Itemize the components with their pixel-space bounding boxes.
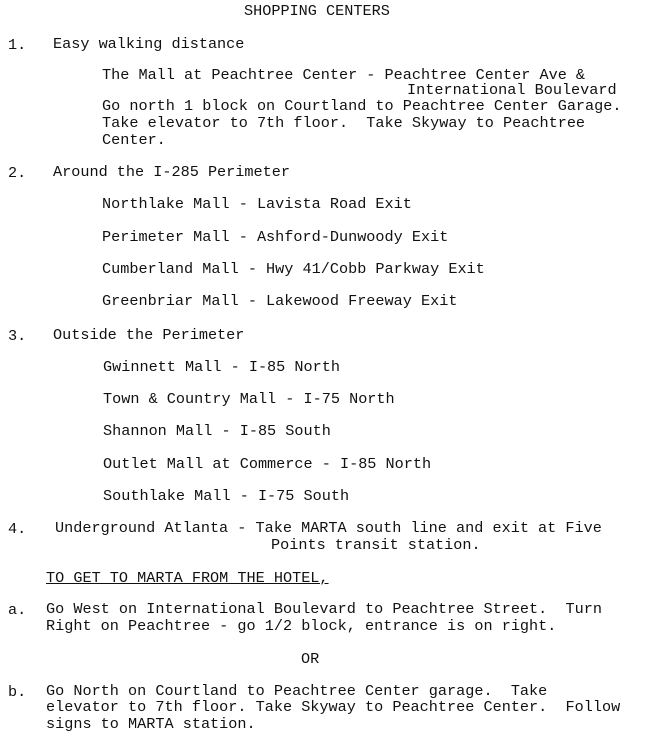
mall-list-item: Greenbriar Mall - Lakewood Freeway Exit — [102, 292, 458, 310]
peachtree-directions-line1: Go north 1 block on Courtland to Peachtree Center Garage. — [102, 97, 622, 115]
underground-atlanta-line2: Points transit station. — [271, 536, 481, 554]
option-b-line2: elevator to 7th floor. Take Skyway to Peachtree Center. Follow — [46, 698, 621, 716]
peachtree-directions-line3: Center. — [102, 131, 166, 149]
or-separator: OR — [301, 650, 320, 668]
option-b-line3: signs to MARTA station. — [46, 715, 256, 733]
section-1-number: 1. — [8, 36, 27, 54]
option-a-line1: Go West on International Boulevard to Peachtree Street. Turn — [46, 600, 602, 618]
peachtree-directions-line2: Take elevator to 7th floor. Take Skyway to Peachtree — [102, 114, 586, 132]
marta-heading: TO GET TO MARTA FROM THE HOTEL, — [46, 569, 329, 587]
mall-list-item: Gwinnett Mall - I-85 North — [103, 358, 340, 376]
underground-atlanta-line1: Underground Atlanta - Take MARTA south line and exit at Five — [55, 519, 602, 537]
mall-list-item: Shannon Mall - I-85 South — [103, 422, 331, 440]
option-b-letter: b. — [8, 683, 27, 701]
page-title: SHOPPING CENTERS — [244, 2, 390, 20]
section-1-heading: Easy walking distance — [53, 35, 245, 53]
option-a-letter: a. — [8, 601, 27, 619]
mall-list-item: Southlake Mall - I-75 South — [103, 487, 350, 505]
section-2-heading: Around the I-285 Perimeter — [53, 163, 290, 181]
mall-list-item: Town & Country Mall - I-75 North — [103, 390, 395, 408]
mall-list-item: Outlet Mall at Commerce - I-85 North — [103, 455, 432, 473]
mall-entry-peachtree-line2: International Boulevard — [407, 81, 617, 99]
section-4-number: 4. — [8, 520, 27, 538]
mall-list-item: Perimeter Mall - Ashford-Dunwoody Exit — [102, 228, 449, 246]
section-3-number: 3. — [8, 327, 27, 345]
mall-entry-peachtree-line1: The Mall at Peachtree Center - Peachtree Center Ave & — [102, 66, 586, 84]
mall-list-item: Cumberland Mall - Hwy 41/Cobb Parkway Exit — [102, 260, 485, 278]
option-a-line2: Right on Peachtree - go 1/2 block, entrance is on right. — [46, 617, 557, 635]
section-2-number: 2. — [8, 164, 27, 182]
section-3-heading: Outside the Perimeter — [53, 326, 245, 344]
mall-list-item: Northlake Mall - Lavista Road Exit — [102, 195, 412, 213]
option-b-line1: Go North on Courtland to Peachtree Center garage. Take — [46, 682, 548, 700]
